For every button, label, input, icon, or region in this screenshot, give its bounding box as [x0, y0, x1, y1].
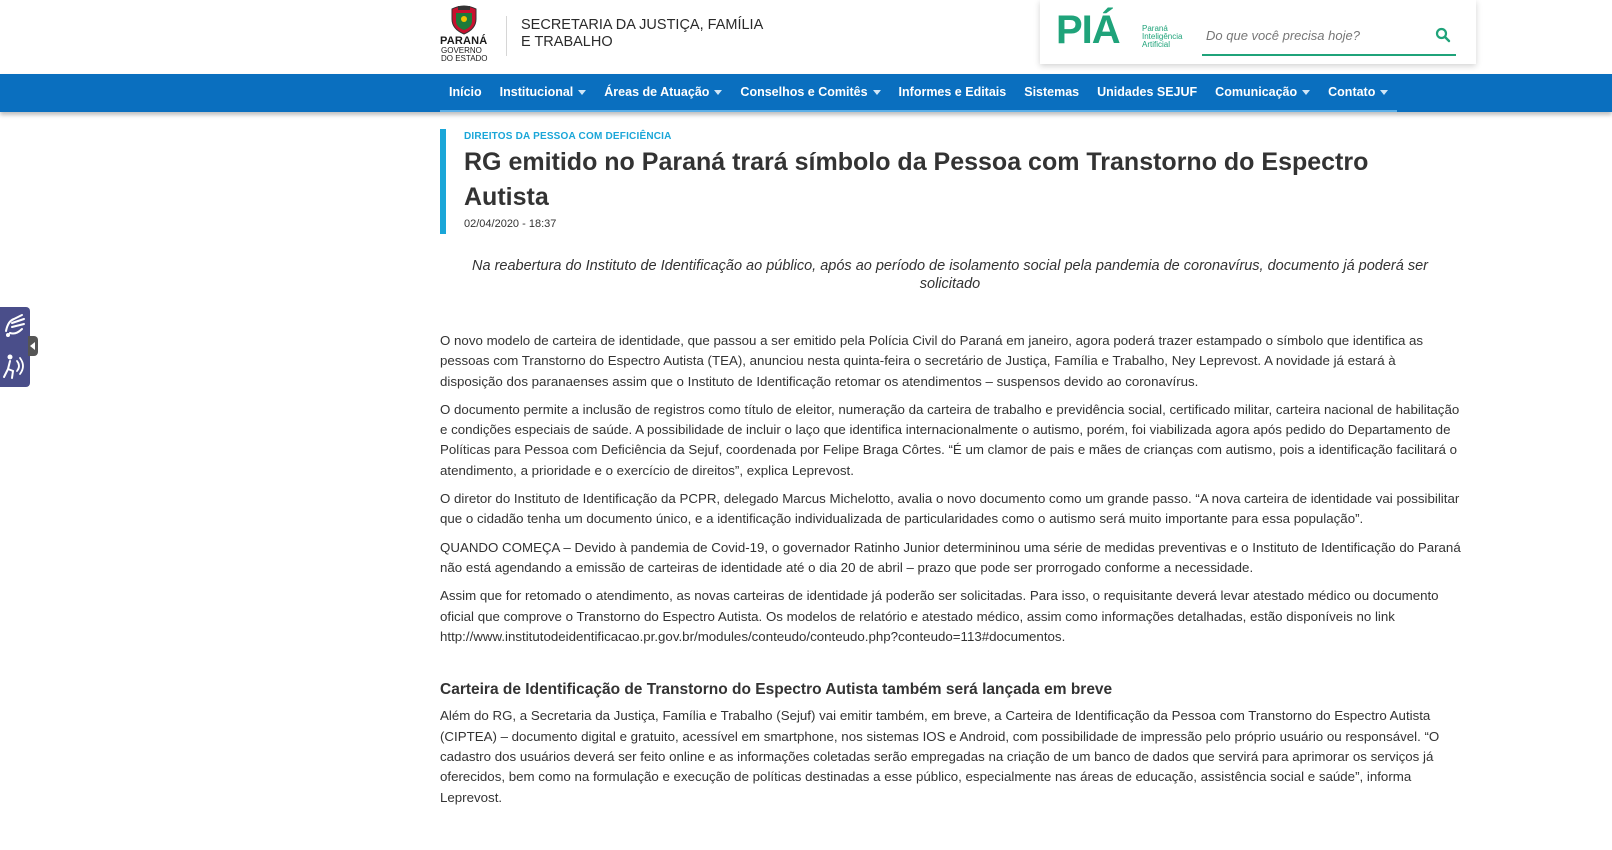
article-paragraph: O diretor do Instituto de Identificação da PCPR, delegado Marcus Michelotto, avalia o novo documento como um grande passo. “A nova carteira de identidade vai possibilitar que o cidadão tenha um documento único, e a identificação individualizada de particularidades como o autismo será muito importante para essa população”. [440, 491, 1460, 527]
header-divider [506, 16, 507, 56]
logo-parana-label: PARANÁ [440, 35, 488, 47]
logo-governo-line1: GOVERNO [441, 46, 482, 55]
article-paragraph: O novo modelo de carteira de identidade, que passou a ser emitido pela Polícia Civil do Paraná em janeiro, agora poderá trazer estampado o símbolo que identifica as pessoas com Transtorno do Espectro Autista (TEA), anunciou nesta quinta-feira o secretário de Justiça, Família e Trabalho, Ney Leprevost. A novidade já estará à disposição dos paranaenses assim que o Instituto de Identificação retomar os atendimentos – suspensos devido ao coronavírus. [440, 333, 1424, 389]
audio-description-button[interactable] [0, 347, 30, 385]
sign-language-icon [0, 307, 30, 345]
pia-tag-line3: Artificial [1142, 40, 1171, 49]
pia-tagline [1142, 25, 1182, 49]
search-icon[interactable] [1434, 26, 1452, 44]
main-navigation [0, 74, 1612, 112]
parana-crest-icon [448, 5, 480, 35]
nav-menu [440, 74, 1397, 112]
nav-label: Unidades SEJUF [1097, 85, 1198, 99]
nav-item-inicio[interactable] [440, 74, 491, 110]
nav-label: Contato [1328, 85, 1376, 99]
article-header [440, 129, 1484, 234]
secretaria-line2: E TRABALHO [521, 34, 613, 50]
article-category[interactable]: DIREITOS DA PESSOA COM DEFICIÊNCIA [464, 131, 672, 142]
site-header [0, 0, 1612, 74]
nav-item-institucional[interactable] [491, 74, 596, 110]
nav-item-conselhos-e-comites[interactable] [731, 74, 889, 110]
accessibility-widget [0, 307, 30, 387]
article-subheading: Carteira de Identificação de Transtorno do Espectro Autista também será lançada em breve [440, 681, 1113, 699]
caret-down-icon [1380, 90, 1388, 95]
nav-label: Início [449, 85, 482, 99]
article-paragraph: Além do RG, a Secretaria da Justiça, Família e Trabalho (Sejuf) vai emitir também, em breve, a Carteira de Identificação da Pessoa com Transtorno do Espectro Autista (CIPTEA) – documento digital e gratuito, acessível em smartphone, nos sistemas IOS e Android, com possibilidade de impressão pelo próprio usuário ou responsável. “O cadastro dos usuários deverá ser feito online e as informações coletadas serão empregadas na criação de um banco de dados que servirá para aprimorar os serviços já oferecidos, bem como na formulação e execução de políticas destinadas a esse público, especialmente nas áreas de educação, assistência social e saúde”, informa Leprevost. [440, 708, 1440, 805]
accessibility-collapse-toggle[interactable] [28, 336, 38, 356]
caret-down-icon [578, 90, 586, 95]
article-title: RG emitido no Paraná trará símbolo da Pessoa com Transtorno do Espectro Autista [464, 148, 1369, 211]
caret-down-icon [873, 90, 881, 95]
nav-item-areas-de-atuacao[interactable] [595, 74, 731, 110]
audio-description-icon [0, 347, 30, 385]
search-field-wrapper [1202, 18, 1456, 56]
article-paragraph: QUANDO COMEÇA – Devido à pandemia de Covid-19, o governador Ratinho Junior determininou uma série de medidas preventivas e o Instituto de Identificação do Paraná não está agendando a emissão de carteiras de identidade até o dia 20 de abril – prazo que pode ser prorrogado conforme a necessidade. [440, 539, 1461, 575]
parana-government-logo[interactable] [440, 5, 490, 65]
pia-tag-line1: Paraná [1142, 24, 1168, 33]
nav-item-informes-e-editais[interactable] [890, 74, 1016, 110]
pia-logo-text: PIÁ [1056, 8, 1120, 52]
pia-tag-line2: Inteligência [1142, 32, 1183, 41]
nav-item-sistemas[interactable] [1015, 74, 1088, 110]
nav-label: Conselhos e Comitês [740, 85, 868, 99]
nav-item-comunicacao[interactable] [1206, 74, 1319, 110]
nav-label: Comunicação [1215, 85, 1298, 99]
nav-label: Informes e Editais [898, 85, 1007, 99]
nav-item-contato[interactable] [1319, 74, 1397, 110]
logo-governo-label [441, 47, 488, 63]
article-paragraph: Assim que for retomado o atendimento, as novas carteiras de identidade já poderão ser solicitadas. Para isso, o requisitante deverá levar atestado médico ou documento oficial que comprove o Transtorno do Espectro Autista. Os modelos de relatório e atestado médico, assim como informações detalhadas, estão disponíveis no link http://www.institutodeidentificacao.pr.gov.br/modules/conteudo/conteudo.php?conteudo=113#documentos. [440, 588, 1439, 644]
pia-logo[interactable] [1056, 8, 1120, 52]
article-paragraph: O documento permite a inclusão de registros como título de eleitor, numeração da carteira de trabalho e previdência social, certificado militar, carteira nacional de habilitação e condições especiais de saúde. A possibilidade de incluir o laço que identifica internacionalmente o autismo, porém, foi viabilizada agora após pedido do Departamento de Políticas para Pessoa com Deficiência da Sejuf, coordenada por Felipe Braga Côrtes. “É um clamor de pais e mães de crianças com autismo, pois a identificação facilitará o atendimento, a prioridade e o exercício de direitos”, explica Leprevost. [440, 401, 1460, 478]
nav-label: Áreas de Atuação [604, 85, 710, 99]
secretaria-name[interactable] [521, 17, 763, 51]
pia-search-box [1040, 0, 1476, 64]
nav-label: Institucional [499, 85, 574, 99]
article-date: 02/04/2020 - 18:37 [464, 218, 557, 230]
article-body [440, 331, 1462, 816]
nav-label: Sistemas [1024, 85, 1080, 99]
search-input[interactable] [1202, 22, 1430, 48]
caret-down-icon [1302, 90, 1310, 95]
caret-down-icon [714, 90, 722, 95]
article-lead: Na reabertura do Instituto de Identificação ao público, após ao período de isolamento social pela pandemia de coronavírus, documento já poderá ser solicitado [472, 258, 1428, 292]
sign-language-button[interactable] [0, 307, 30, 345]
secretaria-line1: SECRETARIA DA JUSTIÇA, FAMÍLIA [521, 17, 764, 33]
nav-item-unidades-sejuf[interactable] [1088, 74, 1206, 110]
logo-governo-line2: DO ESTADO [441, 54, 488, 63]
